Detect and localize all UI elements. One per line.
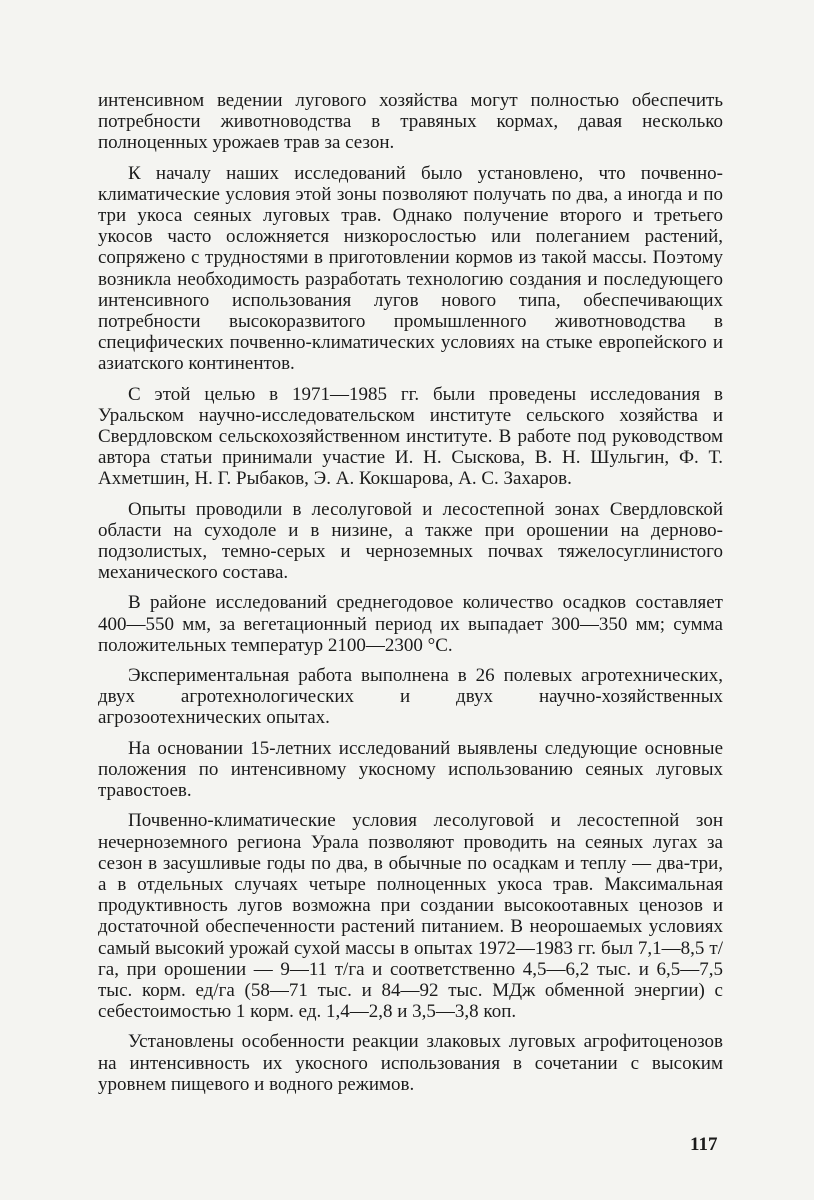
paragraph-productivity: Почвенно-климатические условия лесолуговой и лесостепной зон нечерноземного региона Урала позволяют проводить на сеяных лугах за сезон в засушливые годы по два, в обычные по осадкам и теплу — два-три, а в отдельных случаях четыре полноценных укоса трав. Максимальная продуктивность лугов возможна при создании высокоотавных ценозов и достаточной обеспеченности растений питанием. В неорошаемых условиях самый высокий урожай сухой массы в опытах 1972—1983 гг. был 7,1—8,5 т/га, при орошении — 9—11 т/га и соответственно 4,5—6,2 тыс. и 6,5—7,5 тыс. корм. ед/га (58—71 тыс. и 84—92 тыс. МДж обменной энергии) с себестоимостью 1 корм. ед. 1,4—2,8 и 3,5—3,8 коп. [98, 810, 723, 1023]
paragraph-experiment-sites: Опыты проводили в лесолуговой и лесостепной зонах Свердловской области на суходоле и в низине, а также при орошении на дерново-подзолистых, темно-серых и черноземных почвах тяжелосуглинистого механического состава. [98, 498, 723, 584]
paragraph-continuation: интенсивном ведении лугового хозяйства могут полностью обеспечить потребности животноводства в травяных кормах, давая несколько полноценных урожаев трав за сезон. [98, 90, 723, 154]
paragraph-experiments-count: Экспериментальная работа выполнена в 26 полевых агротехнических, двух агротехнологических и двух научно-хозяйственных агрозоотехнических опытах. [98, 665, 723, 729]
paragraph-climate: В районе исследований среднегодовое количество осадков составляет 400—550 мм, за вегетационный период их выпадает 300—350 мм; сумма положительных температур 2100—2300 °С. [98, 592, 723, 656]
paragraph-research-start: К началу наших исследований было установлено, что почвенно-климатические условия этой зоны позволяют получать по два, а иногда и по три укоса сеяных луговых трав. Однако получение второго и третьего укосов часто осложняется низкорослостью или полеганием растений, сопряжено с трудностями в приготовлении кормов из такой массы. Поэтому возникла необходимость разработать технологию создания и последующего интенсивного использования лугов нового типа, обеспечивающих потребности высокоразвитого промышленного животноводства в специфических почвенно-климатических условиях на стыке европейского и азиатского континентов. [98, 162, 723, 375]
body-text [98, 90, 723, 1104]
paragraph-findings-intro: На основании 15-летних исследований выявлены следующие основные положения по интенсивному укосному использованию сеяных луговых травостоев. [98, 737, 723, 802]
page-number: 117 [690, 1134, 718, 1155]
paragraph-research-period: С этой целью в 1971—1985 гг. были проведены исследования в Уральском научно-исследовательском институте сельского хозяйства и Свердловском сельскохозяйственном институте. В работе под руководством автора статьи принимали участие И. Н. Сыскова, В. Н. Шульгин, Ф. Т. Ахметшин, Н. Г. Рыбаков, Э. А. Кокшарова, А. С. Захаров. [98, 383, 723, 490]
paragraph-agrophytocenoses: Установлены особенности реакции злаковых луговых агрофитоценозов на интенсивность их укосного использования в сочетании с высоким уровнем пищевого и водного режимов. [98, 1031, 723, 1095]
